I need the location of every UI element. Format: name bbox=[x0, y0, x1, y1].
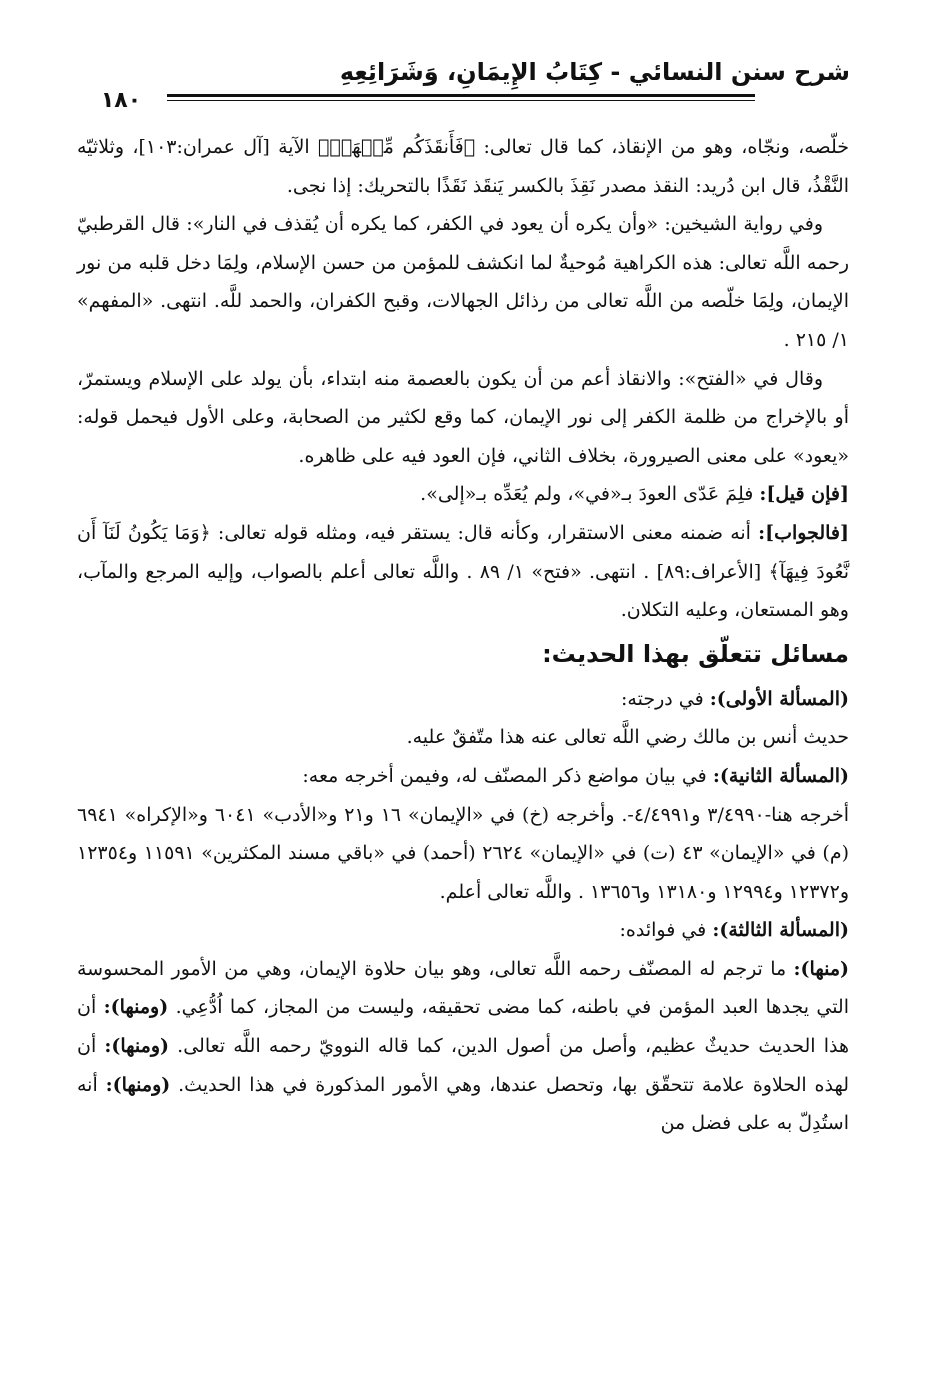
paragraph: حديث أنس بن مالك رضي اللَّه تعالى عنه هذا متّفقٌ عليه. bbox=[406, 726, 849, 749]
benefit-label: (ومنها): bbox=[105, 1073, 171, 1096]
benefit-label: (منها): bbox=[793, 957, 849, 980]
paragraph: [فالجواب]: أنه ضمنه معنى الاستقرار، وكأنه قال: يستقر فيه، ومثله قوله تعالى: ﴿وَمَا يَكُونُ لَنَآ أَن نَّعُودَ فِيهَآ﴾ [الأعراف:٨٩] . انتهى. «فتح» ١/ ٨٩ . واللَّه تعالى أعلم بالصواب، وإليه المرجع والمآب، وهو المستعان، وعليه التكلان. bbox=[77, 521, 850, 622]
page-number: ١٨٠ bbox=[75, 88, 167, 113]
issue-label: (المسألة الثانية): bbox=[712, 764, 849, 787]
paragraph: وقال في «الفتح»: والانقاذ أعم من أن يكون بالعصمة منه ابتداء، بأن يولد على الإسلام ويستمرّ، أو بالإخراج من ظلمة الكفر إلى نور الإيمان، كما وقع لكثير من الصحابة، وعلى الأول فيحمل قوله: «يعود» على معنى الصيرورة، بخلاف الثاني، فإن العود فيه على ظاهره. bbox=[77, 367, 849, 467]
running-title: شرح سنن النسائي - كِتَابُ الإِيمَانِ، وَشَرَائِعِهِ bbox=[339, 58, 850, 86]
paragraph: [فإن قيل]: فلِمَ عَدّى العودَ بـ«في»، ولم يُعَدِّه بـ«إلى». bbox=[420, 483, 849, 506]
issue-label: (المسألة الثالثة): bbox=[712, 919, 849, 942]
paragraph: (المسألة الأولى): في درجته: bbox=[621, 687, 849, 710]
page-body bbox=[77, 128, 849, 1143]
header-rule bbox=[75, 94, 755, 101]
paragraph: خلّصه، ونجّاه، وهو من الإنقاذ، كما قال تعالى: ﴿فَأَنقَذَكُم مِّنۡهَاۗ﴾ الآية [آل عمران:١٠٣]، وثلاثيّه النَّقْذُ، قال ابن دُريد: النقذ مصدر نَقِذَ بالكسر يَنقَذ نَقَذًا بالتحريك: إذا نجى. bbox=[77, 136, 850, 197]
paragraph: أخرجه هنا-٣/٤٩٩٠ و٤/٤٩٩١-. وأخرجه (خ) في «الإيمان» ١٦ و٢١ و«الأدب» ٦٠٤١ و«الإكراه» ٦٩٤١ (م) في «الإيمان» ٤٣ (ت) في «الإيمان» ٢٦٢٤ (أحمد) في «باقي مسند المكثرين» ١١٥٩١ و١٢٣٥٤ و١٢٣٧٢ و١٢٩٩٤ و١٣١٨٠ و١٣٦٥٦ . واللَّه تعالى أعلم. bbox=[77, 803, 849, 903]
question-label: [فإن قيل]: bbox=[759, 483, 849, 506]
benefit-label: (ومنها): bbox=[103, 996, 169, 1019]
page-header bbox=[75, 50, 850, 113]
paragraph: (المسألة الثالثة): في فوائده: bbox=[619, 919, 849, 942]
section-title: مسائل تتعلّق بهذا الحديث: bbox=[542, 639, 849, 668]
answer-label: [فالجواب]: bbox=[758, 521, 849, 544]
paragraph: (المسألة الثانية): في بيان مواضع ذكر المصنّف له، وفيمن أخرجه معه: bbox=[302, 764, 849, 787]
paragraph: وفي رواية الشيخين: «وأن يكره أن يعود في الكفر، كما يكره أن يُقذف في النار»: قال القرطبيّ رحمه اللَّه تعالى: هذه الكراهية مُوحيةٌ لما انكشف للمؤمن من حسن الإسلام، ولِمَا دخل قلبه من نور الإيمان، ولِمَا خلّصه من اللَّه تعالى من رذائل الجهالات، وقبح الكفران، والحمد للَّه. انتهى. «المفهم» ١/ ٢١٥ . bbox=[77, 213, 849, 351]
benefit-label: (ومنها): bbox=[104, 1035, 170, 1058]
issue-label: (المسألة الأولى): bbox=[709, 687, 849, 710]
paragraph: (منها): ما ترجم له المصنّف رحمه اللَّه تعالى، وهو بيان حلاوة الإيمان، وهي من الأمور المحسوسة التي يجدها العبد المؤمن في باطنه، كما مضى تحقيقه، وليست من المجاز، كما اُدُّعِي. (ومنها): أن هذا الحديث حديثٌ عظيم، وأصل من أصول الدين، كما قاله النوويّ رحمه اللَّه تعالى. (ومنها): أن لهذه الحلاوة علامة تتحقّق بها، وتحصل عندها، وهي الأمور المذكورة في هذا الحديث. (ومنها): أنه استُدِلّ به على فضل من bbox=[77, 957, 849, 1135]
